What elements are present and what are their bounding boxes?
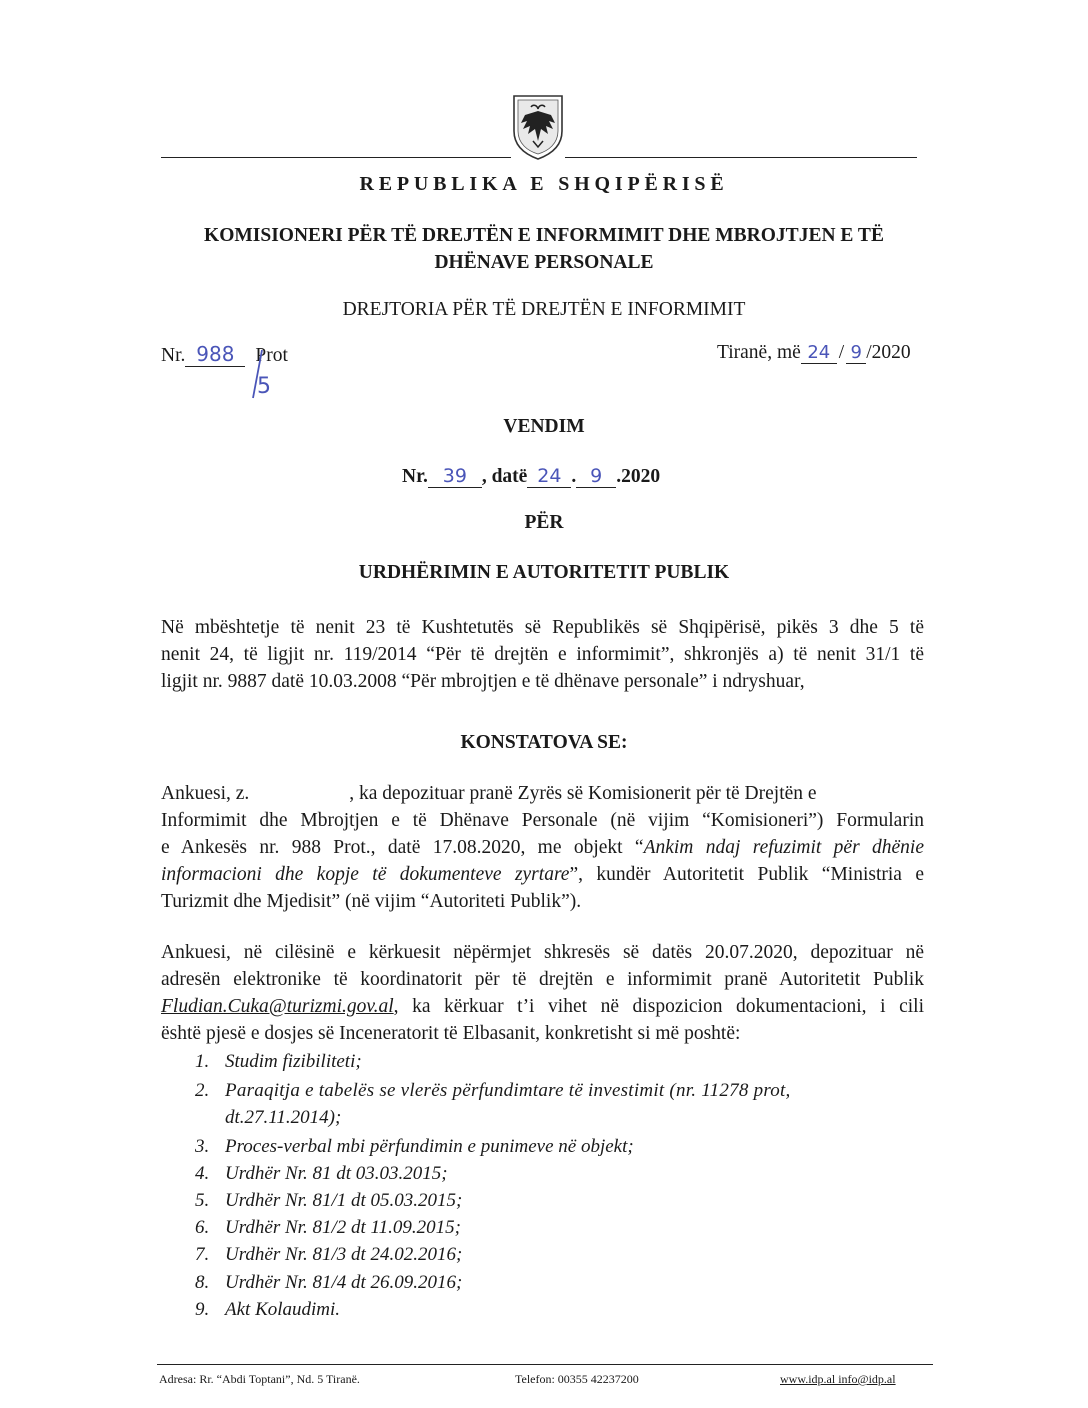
list-item-number: 8. bbox=[195, 1272, 210, 1293]
list-item-number: 1. bbox=[195, 1051, 210, 1072]
header-rule-left bbox=[161, 157, 511, 158]
decision-date-dot: . bbox=[571, 466, 577, 487]
complaint-line-3 bbox=[161, 834, 924, 861]
preamble-line-2: nenit 24, të ligjit nr. 119/2014 “Për të drejtën e informimit”, shkronjës a) të nenit 31/1 të bbox=[161, 644, 924, 665]
coordinator-email-link[interactable]: Fludian.Cuka@turizmi.gov.al bbox=[161, 996, 394, 1017]
decision-nr-handwritten: 39 bbox=[428, 465, 482, 488]
list-item-number: 6. bbox=[195, 1217, 210, 1238]
directorate-title: DREJTORIA PËR TË DREJTËN E INFORMIMIT bbox=[342, 299, 746, 320]
list-item bbox=[195, 1051, 362, 1073]
list-item-continuation: dt.27.11.2014); bbox=[225, 1107, 342, 1128]
complaint-line-2: Informimit dhe Mbrojtjen e të Dhënave Personale (në vijim “Komisioneri”) Formularin bbox=[161, 810, 924, 831]
complaint-line-1 bbox=[161, 780, 924, 807]
decision-year: .2020 bbox=[616, 466, 661, 487]
republic-title: REPUBLIKA E SHQIPËRISË bbox=[359, 173, 729, 195]
list-item bbox=[195, 1136, 634, 1158]
list-item bbox=[195, 1272, 462, 1294]
place-prefix: Tiranë, më bbox=[717, 342, 801, 363]
list-item-text: Urdhër Nr. 81/3 dt 24.02.2016; bbox=[225, 1244, 463, 1265]
list-item-number: 4. bbox=[195, 1163, 210, 1184]
request-line-4: është pjesë e dosjes së Inceneratorit të Elbasanit, konkretisht si më poshtë: bbox=[161, 1023, 741, 1044]
request-paragraph bbox=[161, 939, 924, 1047]
footer-web-email[interactable]: www.idp.al info@idp.al bbox=[780, 1372, 896, 1386]
list-item-text: Proces-verbal mbi përfundimin e punimeve në objekt; bbox=[225, 1136, 634, 1157]
list-item bbox=[195, 1190, 462, 1212]
list-item-text: Urdhër Nr. 81/1 dt 05.03.2015; bbox=[225, 1190, 463, 1211]
protocol-sub-number: 5 bbox=[257, 374, 271, 399]
date-month-handwritten: 9 bbox=[846, 342, 866, 364]
request-line-2: adresën elektronike të koordinatorit për të drejtën e informimit pranë Autoritetit Publik bbox=[161, 969, 924, 990]
list-item bbox=[195, 1080, 791, 1102]
list-item-number: 7. bbox=[195, 1244, 210, 1265]
complaint-line-4-b: ”, kundër Autoritetit Publik “Ministria e bbox=[569, 864, 925, 885]
footer-phone: Telefon: 00355 42237200 bbox=[515, 1372, 639, 1386]
decision-title: VENDIM bbox=[503, 416, 585, 437]
commissioner-title-line1: KOMISIONERI PËR TË DREJTËN E INFORMIMIT DHE MBROJTJEN E TË bbox=[204, 225, 884, 246]
list-item-number: 5. bbox=[195, 1190, 210, 1211]
date-separator: / bbox=[838, 342, 845, 363]
request-line-3-b: , ka kërkuar t’i vihet në dispozicion dokumentacioni, i cili bbox=[393, 996, 924, 1017]
header-rule-right bbox=[565, 157, 917, 158]
footer-address: Adresa: Rr. “Abdi Toptani”, Nd. 5 Tiranë. bbox=[159, 1372, 360, 1386]
complaint-line-1-rest: , ka depozituar pranë Zyrës së Komisionerit për të Drejtën e bbox=[349, 783, 817, 804]
decision-day-handwritten: 24 bbox=[527, 465, 571, 488]
preamble-line-1: Në mbështetje të nenit 23 të Kushtetutës së Republikës së Shqipërisë, pikës 3 dhe 5 të bbox=[161, 617, 924, 638]
complaint-object-part2: informacioni dhe kopje të dokumenteve zyrtare bbox=[161, 864, 570, 885]
decision-nr-prefix: Nr. bbox=[402, 466, 428, 487]
list-item-number: 3. bbox=[195, 1136, 210, 1157]
complaint-line-3-a: e Ankesës nr. 988 Prot., datë 17.08.2020, me objekt “ bbox=[161, 837, 644, 858]
complaint-object-part1: Ankim ndaj refuzimit për dhënie bbox=[643, 837, 924, 858]
list-item-text: Urdhër Nr. 81 dt 03.03.2015; bbox=[225, 1163, 448, 1184]
list-item-text: Urdhër Nr. 81/2 dt 11.09.2015; bbox=[225, 1217, 461, 1238]
protocol-handwritten-number: 988 bbox=[185, 342, 245, 367]
date-day-handwritten: 24 bbox=[801, 342, 837, 364]
list-item-text: Studim fizibiliteti; bbox=[225, 1051, 362, 1072]
date-year: /2020 bbox=[866, 342, 911, 363]
decision-month-handwritten: 9 bbox=[576, 465, 616, 488]
decision-number-line bbox=[402, 465, 660, 488]
complaint-paragraph bbox=[161, 780, 924, 915]
konstatova-heading: KONSTATOVA SE: bbox=[460, 732, 628, 753]
decision-per: PËR bbox=[524, 512, 564, 533]
list-item-text: Akt Kolaudimi. bbox=[225, 1299, 341, 1320]
list-item bbox=[195, 1244, 462, 1266]
protocol-suffix: Prot bbox=[255, 345, 288, 366]
preamble-paragraph bbox=[161, 614, 924, 695]
request-line-3 bbox=[161, 993, 924, 1020]
preamble-line-3: ligjit nr. 9887 datë 10.03.2008 “Për mbrojtjen e të dhënave personale” i ndryshuar, bbox=[161, 671, 805, 692]
decision-subject: URDHËRIMIN E AUTORITETIT PUBLIK bbox=[358, 562, 730, 583]
decision-date-prefix: , datë bbox=[481, 466, 528, 487]
list-item bbox=[195, 1299, 340, 1321]
list-item-text: Paraqitja e tabelës se vlerës përfundimtare të investimit (nr. 11278 prot, bbox=[225, 1080, 791, 1101]
complainant-label: Ankuesi, z. bbox=[161, 783, 250, 804]
footer-rule bbox=[157, 1364, 933, 1365]
complaint-line-4 bbox=[161, 861, 924, 888]
list-item-number: 2. bbox=[195, 1080, 210, 1101]
list-item bbox=[195, 1163, 448, 1185]
request-line-1: Ankuesi, në cilësinë e kërkuesit nëpërmjet shkresës së datës 20.07.2020, depozituar në bbox=[161, 942, 924, 963]
coat-of-arms-icon bbox=[511, 93, 565, 161]
complaint-line-5: Turizmit dhe Mjedisit” (në vijim “Autoriteti Publik”). bbox=[161, 891, 582, 912]
list-item-text: Urdhër Nr. 81/4 dt 26.09.2016; bbox=[225, 1272, 463, 1293]
list-item-number: 9. bbox=[195, 1299, 210, 1320]
place-date bbox=[717, 342, 911, 364]
protocol-prefix: Nr. bbox=[161, 345, 186, 366]
list-item bbox=[195, 1217, 461, 1239]
commissioner-title-line2: DHËNAVE PERSONALE bbox=[434, 252, 654, 273]
